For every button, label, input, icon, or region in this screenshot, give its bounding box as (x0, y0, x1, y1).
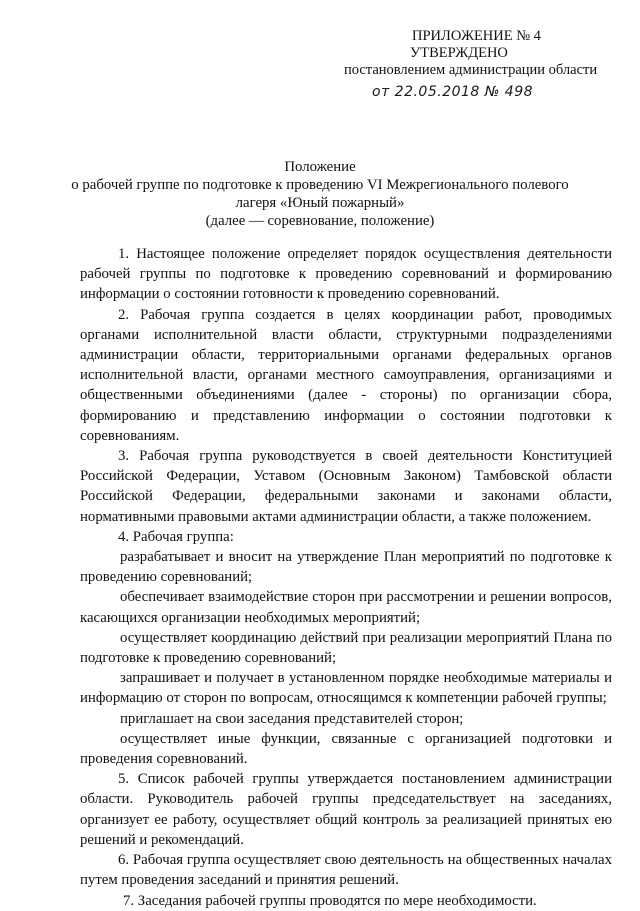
document-title (60, 158, 580, 230)
approved-by: постановлением администрации области (344, 62, 598, 78)
paragraph-4-item: разрабатывает и вносит на утверждение План мероприятий по подготовке к проведению соревнований; (80, 549, 612, 586)
paragraph-4-item: обеспечивает взаимодействие сторон при рассмотрении и решении вопросов, касающихся организации необходимых мероприятий; (80, 589, 612, 626)
paragraph-4-item: осуществляет иные функции, связанные с организацией подготовки и проведения соревнований. (80, 730, 612, 768)
paragraph-3: 3. Рабочая группа руководствуется в своей деятельности Конституцией Российской Федерации, Уставом (Основным Законом) Тамбовской области Российской Федерации, федеральными законами и законами области, нормативными правовыми актами администрации области, а также положением. (80, 448, 612, 525)
paragraph-4-item: осуществляет координацию действий при реализации мероприятий Плана по подготовке к проведению соревнований; (80, 629, 612, 667)
handwritten-date-text: от 22.05.2018 № 498 (372, 84, 534, 100)
paragraph-1: 1. Настоящее положение определяет порядок осуществления деятельности рабочей группы по подготовке к проведению соревнований и формированию информации о состоянии готовности к проведению соревнований. (80, 246, 612, 303)
paragraph-4-item: запрашивает и получает в установленном порядке необходимые материалы и информацию от сторон по вопросам, относящимся к компетенции рабочей группы; (80, 670, 612, 707)
approved-label: УТВЕРЖДЕНО (410, 45, 508, 61)
paragraph-7: 7. Заседания рабочей группы проводятся по мере необходимости. (123, 892, 537, 909)
paragraph-6: 6. Рабочая группа осуществляет свою деятельность на общественных началах путем проведения заседаний и принятия решений. (80, 852, 612, 889)
title-line-4: (далее — соревнование, положение) (205, 213, 435, 229)
document-body (80, 244, 612, 911)
title-line-3: лагеря «Юный пожарный» (235, 195, 405, 211)
title-line-2: о рабочей группе по подготовке к проведению VI Межрегионального полевого (71, 177, 569, 193)
paragraph-4-item: приглашает на свои заседания представителей сторон; (120, 710, 464, 727)
handwritten-date-number (370, 79, 600, 103)
paragraph-5: 5. Список рабочей группы утверждается постановлением администрации области. Руководитель рабочей группы председательствует на заседаниях, организует ее работу, осуществляет общий контроль за реализацией принятых ею решений и рекомендаций. (80, 771, 612, 848)
appendix-number: ПРИЛОЖЕНИЕ № 4 (412, 28, 541, 44)
paragraph-2: 2. Рабочая группа создается в целях координации работ, проводимых органами исполнительной власти области, структурными подразделениями администрации области, территориальными органами федеральных органов исполнительной власти, органами местного самоуправления, организациями и общественными объединениями (далее - стороны) по организации сбора, формированию и представлению информации о состоянии подготовки к соревнованиям. (80, 306, 612, 444)
title-line-1: Положение (284, 159, 356, 175)
paragraph-4-heading: 4. Рабочая группа: (118, 528, 234, 545)
